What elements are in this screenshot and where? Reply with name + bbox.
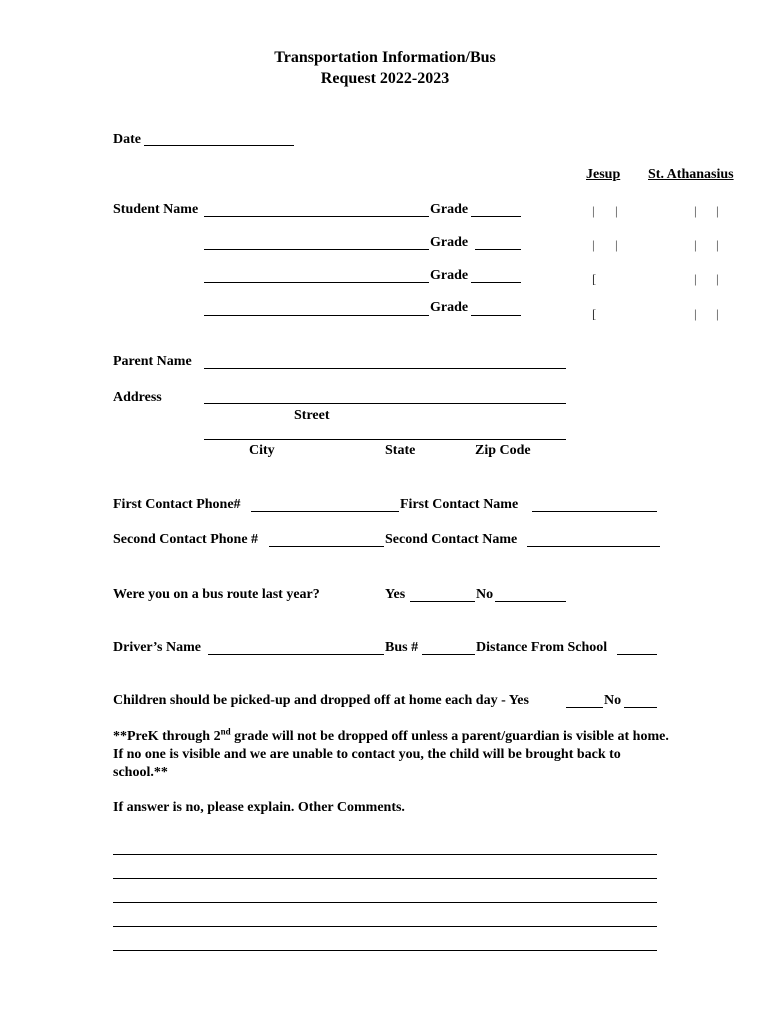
comment-line-3[interactable] bbox=[113, 902, 657, 903]
athanasius-checkbox-3-left[interactable]: | bbox=[694, 271, 697, 286]
pickup-no-field[interactable] bbox=[624, 707, 657, 708]
distance-from-school-label: Distance From School bbox=[476, 640, 608, 655]
zip-code-label: Zip Code bbox=[475, 443, 531, 458]
pickup-question: Children should be picked-up and dropped off at home each day - Yes bbox=[113, 693, 529, 708]
bus-route-yes-label: Yes bbox=[385, 587, 406, 602]
parent-name-label: Parent Name bbox=[113, 354, 192, 369]
student-name-field-2[interactable] bbox=[204, 249, 429, 250]
student-name-field-3[interactable] bbox=[204, 282, 429, 283]
jesup-checkbox-4[interactable]: [ bbox=[592, 306, 597, 321]
city-label: City bbox=[249, 443, 275, 458]
form-title-line2: Request 2022-2023 bbox=[320, 70, 450, 87]
school-header-jesup: Jesup bbox=[586, 167, 621, 182]
comment-line-1[interactable] bbox=[113, 854, 657, 855]
prek-dropoff-notice: **PreK through 2nd grade will not be dropped off unless a parent/guardian is visible at home. If no one is visible and we are unable to contact you, the child will be brought back to school.** bbox=[113, 726, 669, 780]
student-name-label: Student Name bbox=[113, 202, 199, 217]
athanasius-checkbox-3-right[interactable]: | bbox=[716, 271, 719, 286]
comment-line-4[interactable] bbox=[113, 926, 657, 927]
bus-route-yes-field[interactable] bbox=[410, 601, 475, 602]
grade-field-3[interactable] bbox=[471, 282, 521, 283]
second-contact-phone-field[interactable] bbox=[269, 546, 384, 547]
athanasius-checkbox-4-left[interactable]: | bbox=[694, 306, 697, 321]
pickup-no-label: No bbox=[604, 693, 622, 708]
bus-route-question: Were you on a bus route last year? bbox=[113, 587, 320, 602]
school-header-st-athanasius: St. Athanasius bbox=[648, 167, 734, 182]
first-contact-name-label: First Contact Name bbox=[400, 497, 519, 512]
bus-route-no-field[interactable] bbox=[495, 601, 566, 602]
ordinal-suffix: nd bbox=[220, 726, 231, 737]
athanasius-checkbox-1-right[interactable]: | bbox=[716, 203, 719, 218]
grade-label-1: Grade bbox=[430, 202, 469, 217]
first-contact-phone-label: First Contact Phone# bbox=[113, 497, 241, 512]
comments-label: If answer is no, please explain. Other Comments. bbox=[113, 800, 405, 815]
driver-name-field[interactable] bbox=[208, 654, 384, 655]
driver-name-label: Driver’s Name bbox=[113, 640, 201, 655]
grade-field-4[interactable] bbox=[471, 315, 521, 316]
student-name-field-4[interactable] bbox=[204, 315, 429, 316]
grade-field-1[interactable] bbox=[471, 216, 521, 217]
bus-number-label: Bus # bbox=[385, 640, 419, 655]
bus-route-no-label: No bbox=[476, 587, 494, 602]
athanasius-checkbox-2-right[interactable]: | bbox=[716, 237, 719, 252]
first-contact-name-field[interactable] bbox=[532, 511, 657, 512]
parent-name-field[interactable] bbox=[204, 368, 566, 369]
date-label: Date bbox=[113, 132, 141, 147]
street-label: Street bbox=[294, 408, 330, 423]
grade-label-4: Grade bbox=[430, 300, 469, 315]
second-contact-name-label: Second Contact Name bbox=[385, 532, 518, 547]
date-field[interactable] bbox=[144, 145, 294, 146]
jesup-checkbox-1-right[interactable]: | bbox=[615, 203, 618, 218]
city-state-zip-field[interactable] bbox=[204, 439, 566, 440]
bus-number-field[interactable] bbox=[422, 654, 475, 655]
address-label: Address bbox=[113, 390, 162, 405]
student-name-field-1[interactable] bbox=[204, 216, 429, 217]
state-label: State bbox=[385, 443, 416, 458]
comment-line-2[interactable] bbox=[113, 878, 657, 879]
pickup-yes-field[interactable] bbox=[566, 707, 603, 708]
jesup-checkbox-3[interactable]: [ bbox=[592, 271, 597, 286]
jesup-checkbox-2-right[interactable]: | bbox=[615, 237, 618, 252]
street-field[interactable] bbox=[204, 403, 566, 404]
second-contact-phone-label: Second Contact Phone # bbox=[113, 532, 259, 547]
athanasius-checkbox-2-left[interactable]: | bbox=[694, 237, 697, 252]
first-contact-phone-field[interactable] bbox=[251, 511, 399, 512]
comment-line-5[interactable] bbox=[113, 950, 657, 951]
athanasius-checkbox-4-right[interactable]: | bbox=[716, 306, 719, 321]
distance-from-school-field[interactable] bbox=[617, 654, 657, 655]
grade-label-2: Grade bbox=[430, 235, 469, 250]
form-title-line1: Transportation Information/Bus bbox=[274, 49, 496, 66]
jesup-checkbox-1-left[interactable]: | bbox=[592, 203, 595, 218]
athanasius-checkbox-1-left[interactable]: | bbox=[694, 203, 697, 218]
jesup-checkbox-2-left[interactable]: | bbox=[592, 237, 595, 252]
grade-label-3: Grade bbox=[430, 268, 469, 283]
second-contact-name-field[interactable] bbox=[527, 546, 660, 547]
grade-field-2[interactable] bbox=[475, 249, 521, 250]
